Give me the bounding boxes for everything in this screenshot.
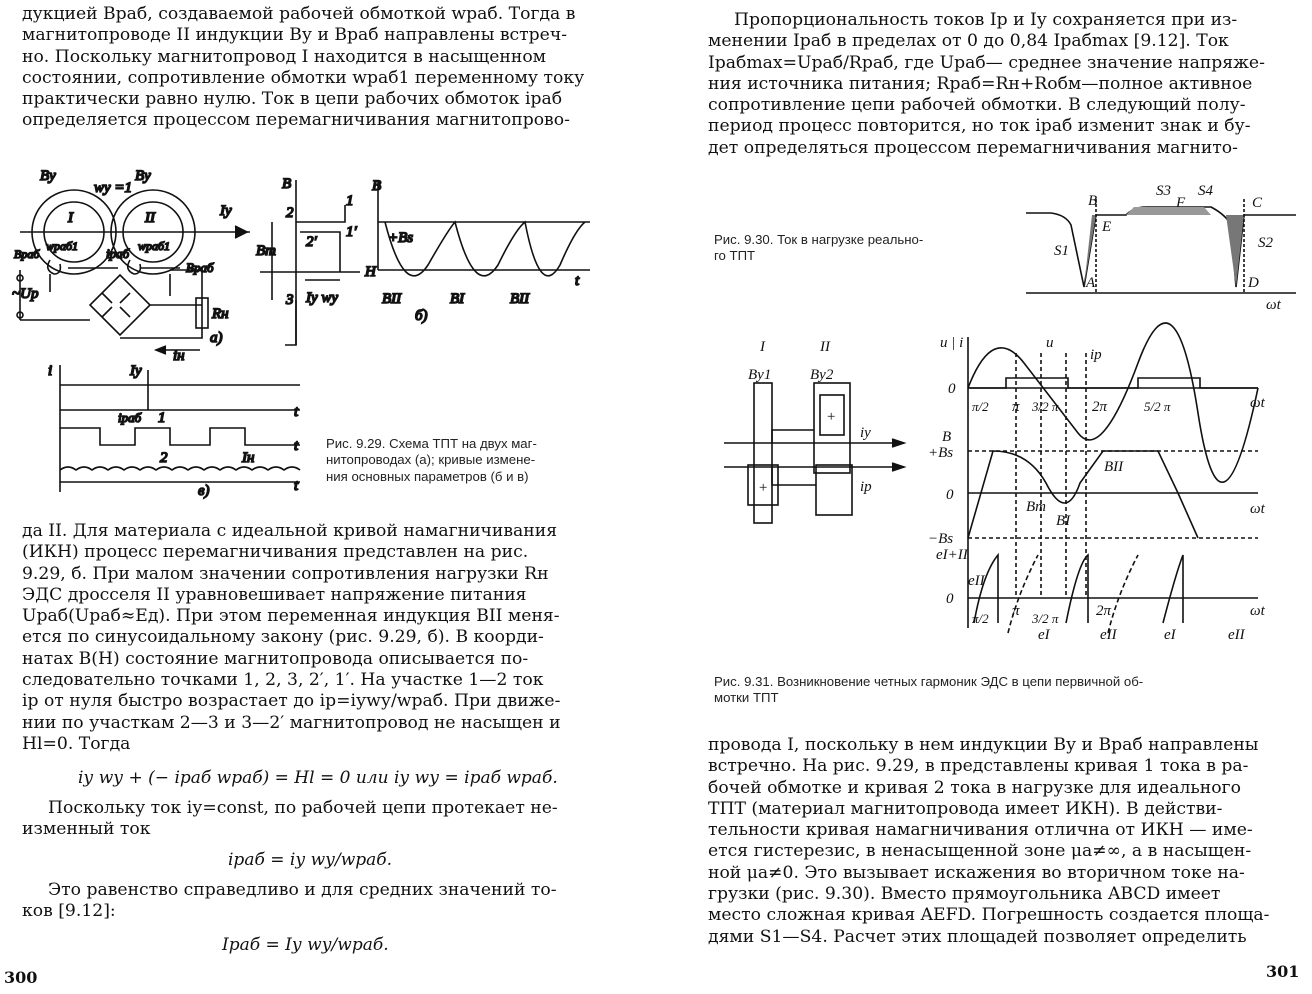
fig30-label-S1: S1 [1054,243,1069,259]
fig31-label-ip: ip [860,479,872,495]
it-label-t2: t [294,438,299,454]
fig31-label-By2: By2 [810,367,834,383]
fig31-label-Bm: Bm [1026,499,1046,515]
fig-label-Brab-right: Bраб [186,260,214,275]
it-label-Iy: Iу [130,363,142,379]
fig31-label-2pi: 2π [1092,399,1108,415]
text-line: дукцией Bраб, создаваемой рабочей обмоткой wраб. Тогда в [22,4,576,24]
text-line: ется по синусоидальному закону (рис. 9.29, б). В коорди- [22,627,544,648]
caption-fig-9-30 [714,232,974,265]
fig31-label-pi2: π/2 [972,399,989,414]
right-top-paragraph [708,10,1294,159]
text-line: Поскольку ток iу=const, по рабочей цепи протекает не- [48,798,558,818]
left-paragraph-3 [22,880,604,923]
caption-fig-9-29 [326,436,602,485]
fig30-label-B: B [1088,193,1098,209]
bh-label-Iywy: Iу wу [306,290,339,306]
fig31-label-u: u [1046,335,1054,351]
it-label-2: 2 [160,450,168,466]
fig31-label-zero1: 0 [948,381,956,397]
fig31-label-wt2: ωt [1250,501,1265,517]
fig-label-Iy: Iy [220,203,232,219]
fig-label-Up: ~Up [12,286,39,302]
fig31-label-eIII: eI+II [936,547,968,563]
fig30-label-S3: S3 [1156,183,1171,199]
fig30-label-A: A [1086,275,1096,291]
fig31-label-5pi2: 5/2 π [1144,399,1171,414]
caption-line: Рис. 9.29. Схема ТПТ на двух маг- [326,436,537,451]
text-line: сопротивление цепи рабочей обмотки. В следующий полу- [708,95,1246,116]
fig30-label-S2: S2 [1258,235,1273,251]
caption-line: нитопроводах (а); кривые измене- [326,452,536,468]
fig31-label-zero3: 0 [946,591,954,607]
text-line: iр от нуля быстро возрастает до iр=iуwу/wраб. При движе- [22,691,561,712]
text-line: да II. Для материала с идеальной кривой намагничивания [22,521,558,541]
it-label-t1: t [294,404,299,420]
bt-curves-diagram [378,182,590,276]
fig31-label-pi: π [1012,399,1020,415]
fig-label-sub-a: а) [210,330,223,346]
fig31-label-2pib: 2π [1096,603,1112,619]
text-line: нии по участкам 2—3 и 3—2′ магнитопровод не насыщен и [22,712,561,733]
fig31-label-II: II [820,339,830,355]
page-number-left: 300 [4,968,38,987]
fig30-label-D: D [1248,275,1259,291]
text-line: менении Iраб в пределах от 0 до 0,84 Iрабmax [9.12]. Ток [708,31,1229,52]
page-number-right: 301 [1266,962,1300,981]
fig31-label-eII-2: eII [1100,627,1117,643]
bh-label-1p: 1′ [346,224,357,240]
caption-line: Рис. 9.30. Ток в нагрузке реально- [714,232,924,247]
fig31-label-ip-curve: ip [1090,347,1102,363]
text-line: грузки (рис. 9.30). Вместо прямоугольника ABCD имеет [708,884,1221,905]
fig-label-core1: I [68,210,73,226]
bt-label-BII-2: BII [510,291,530,307]
text-line: определяется процессом перемагничивания магнитопрово- [22,110,570,131]
text-line: Iрабmax=Uраб/Rраб, где Uраб— среднее значение напряже- [708,52,1265,73]
formula-2: iраб = iу wу/wраб. [228,850,393,870]
text-line: место сложная кривая AEFD. Погрешность создается площа- [708,905,1270,926]
fig31-label-3pi2b: 3/2 π [1032,611,1059,626]
fig31-label-pi2b: π/2 [972,611,989,626]
text-line: (ИКН) процесс перемагничивания представлен на рис. [22,542,529,563]
text-line: ется гистерезис, в ненасыщенной зоне μa≠∞, а в насыщен- [708,841,1252,862]
fig-label-By1: By [40,168,56,184]
text-line: Это равенство справедливо и для средних значений то- [48,880,557,900]
fig31-label-plusBs: +Bs [928,445,954,461]
left-paragraph-2 [22,798,604,841]
bh-loop-diagram [260,180,360,345]
it-label-t3: t [294,478,299,494]
caption-line: ния основных параметров (б и в) [326,468,529,484]
bh-label-2p: 2′ [306,234,317,250]
text-line: Пропорциональность токов Iр и Iу сохраняется при из- [734,10,1238,30]
text-line: встречно. На рис. 9.29, в представлены кривая 1 тока в ра- [708,756,1249,777]
text-line: бочей обмотке и кривая 2 тока в нагрузке для идеального [708,777,1241,798]
formula-1: iу wу + (− iраб wраб) = Hl = 0 или iу wу = iраб wраб. [78,768,558,788]
it-label-1: 1 [158,410,166,426]
caption-line: Рис. 9.31. Возникновение четных гармоник ЭДС в цепи первичной об- [714,674,1144,689]
text-line: провода I, поскольку в нем индукции Bу и Bраб направлены [708,735,1259,755]
fig31-label-eII-3: eII [1228,627,1245,643]
text-line: но. Поскольку магнитопровод I находится в насыщенном [22,46,547,67]
bh-label-1: 1 [346,193,354,209]
figure-9-31-core-labels [724,335,924,525]
bt-label-t: t [575,273,580,289]
fig31-label-zero2: 0 [946,487,954,503]
caption-line: мотки ТПТ [714,690,779,706]
fig30-label-E: E [1102,219,1112,235]
caption-line: го ТПТ [714,248,756,264]
fig30-label-S4: S4 [1198,183,1213,199]
text-line: ков [9.12]: [22,901,116,922]
text-line: период процесс повторится, но ток iраб изменит знак и бу- [708,116,1251,137]
bt-label-Bs: +Bs [388,230,414,246]
text-line: ния источника питания; Rраб=Rн+Rобм—полное активное [708,73,1253,94]
fig-label-Brab-left: Bраб [14,247,40,261]
fig31-label-ui: u | i [940,335,964,351]
text-line: ной μa≠0. Это вызывает искажения во вторичном токе на- [708,862,1245,883]
fig-label-core2: II [145,210,155,226]
fig-label-wrab1b: wраб1 [138,239,171,253]
fig-label-Rn: Rн [212,306,229,322]
left-middle-paragraph [22,521,604,755]
text-line: 9.29, б. При малом значении сопротивления нагрузки Rн [22,563,549,584]
fig31-label-BI: BI [1056,513,1071,529]
left-top-paragraph [22,4,604,132]
text-line: ЭДС дросселя II уравновешивает напряжение питания [22,584,527,605]
core-plus-2: + [826,409,837,425]
fig31-label-wt1: ωt [1250,395,1265,411]
figure-9-30-labels [1026,185,1296,315]
text-line: Uраб(Uраб≈Eд). При этом переменная индукция BII меня- [22,606,560,627]
text-line: натах B(H) состояние магнитопровода описывается по- [22,648,529,669]
fig30-label-C: C [1252,195,1263,211]
caption-fig-9-31 [714,674,1304,707]
text-line: изменный ток [22,819,151,840]
fig30-label-F: F [1176,195,1186,211]
fig31-label-B: B [942,429,952,445]
figure-9-31-wave-labels [928,333,1288,663]
fig-label-in: iн [173,348,185,364]
text-line: следовательно точками 1, 2, 3, 2′, 1′. На участке 1—2 ток [22,670,544,691]
it-curves-diagram [60,365,300,492]
fig30-label-wt: ωt [1266,297,1281,313]
text-line: магнитопроводе II индукции Bу и Bраб направлены встреч- [22,25,567,46]
bt-label-BI: BI [450,291,465,307]
bh-label-3: 3 [286,292,294,308]
fig-label-wrab1: wраб1 [46,239,79,253]
it-label-sub-v: в) [198,483,210,499]
fig31-label-wt3: ωt [1250,603,1265,619]
fig-label-irab: iраб [106,246,130,261]
fig31-label-iy: iy [860,425,871,441]
fig31-label-minusBs: −Bs [928,531,954,547]
text-line: дет определяться процессом перемагничивания магнито- [708,137,1238,158]
fig-label-By2: By [135,168,151,184]
fig31-label-3pi2: 3/2 π [1032,399,1059,414]
text-line: дями S1—S4. Расчет этих площадей позволяет определить [708,926,1247,947]
text-line: состоянии, сопротивление обмотки wраб1 переменному току [22,67,585,88]
it-label-In: Iн [242,450,255,466]
fig31-label-pib: π [1012,603,1020,619]
core-plus-1: + [758,480,769,496]
bh-label-2: 2 [286,205,294,221]
fig31-label-By1: By1 [748,367,772,383]
fig31-label-BII: BII [1104,459,1124,475]
fig-label-wy: wy =1 [94,180,133,196]
bh-label-Bm: Bm [256,243,276,259]
fig31-label-I: I [760,339,765,355]
fig31-label-eII-1: eII [968,573,985,589]
bh-label-H: H [365,264,376,280]
fig31-label-eI-2: eI [1164,627,1176,643]
text-line: практически равно нулю. Ток в цепи рабочих обмоток iраб [22,89,563,110]
bt-label-B: B [372,178,382,194]
it-label-i: i [48,363,53,379]
text-line: тельности кривая намагничивания отлична от ИКН — име- [708,820,1253,841]
bt-label-BII-1: BII [382,291,402,307]
text-line: ТПТ (материал магнитопровода имеет ИКН). В действи- [708,798,1223,819]
bh-label-B: B [282,176,292,192]
right-page [656,0,1312,994]
formula-3: Iраб = Iу wу/wраб. [222,935,389,955]
fig31-label-eI-1: eI [1038,627,1050,643]
bt-label-sub-b: б) [415,308,428,324]
it-label-irab: iраб [118,410,142,425]
right-bottom-paragraph [708,735,1294,948]
text-line: Hl=0. Тогда [22,733,131,754]
